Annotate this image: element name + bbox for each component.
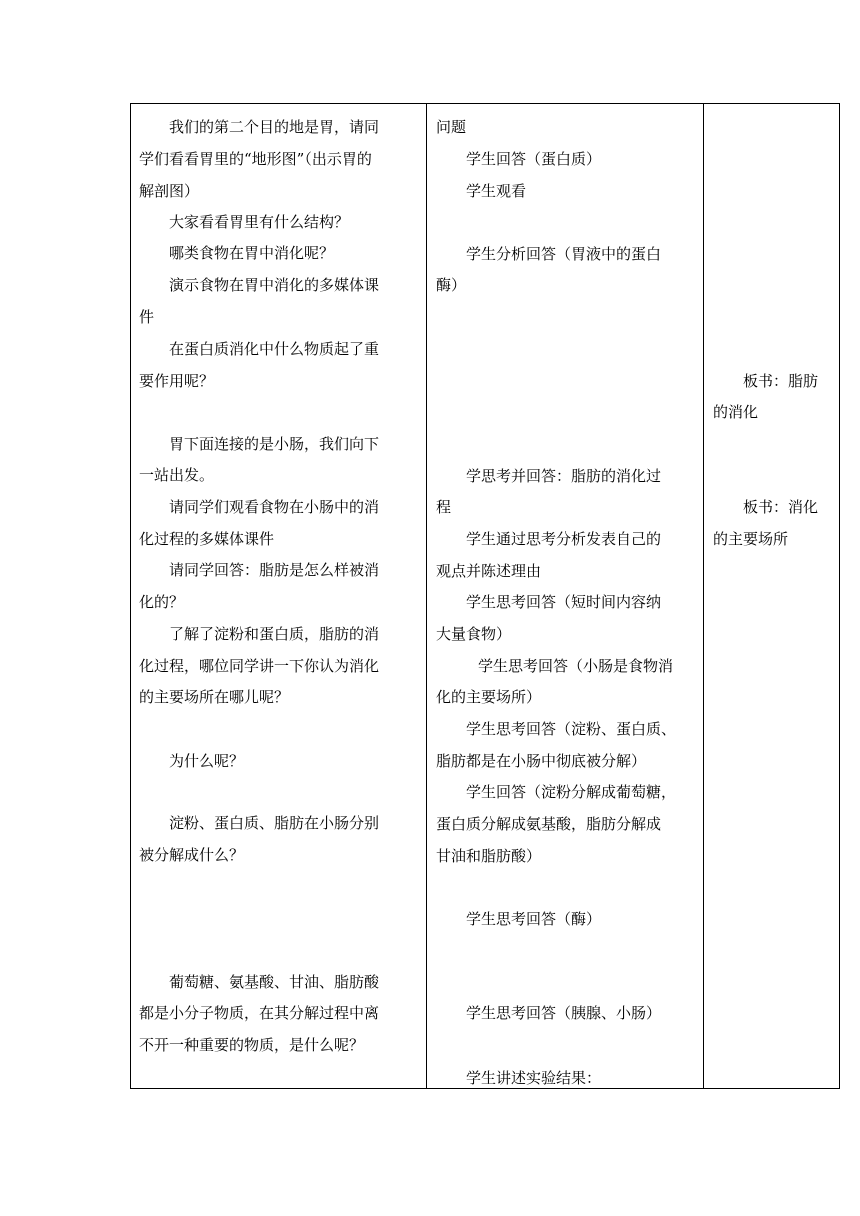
text-line: 学生讲述实验结果： bbox=[466, 1069, 602, 1087]
text-line: 被分解成什么？ bbox=[139, 846, 245, 864]
text-line: 请同学回答：脂肪是怎么样被消 bbox=[169, 561, 380, 579]
text-line: 学生思考回答（小肠是食物消 bbox=[478, 657, 674, 675]
text-line: 板书：消化 bbox=[743, 498, 819, 516]
text-line: 脂肪都是在小肠中彻底被分解） bbox=[436, 752, 647, 770]
text-line: 学生回答（蛋白质） bbox=[466, 150, 602, 168]
text-line: 酶） bbox=[436, 276, 467, 294]
text-line: 哪类食物在胃中消化呢？ bbox=[169, 244, 335, 262]
text-line: 的主要场所 bbox=[713, 530, 789, 548]
text-line: 学思考并回答：脂肪的消化过 bbox=[466, 467, 662, 485]
text-line: 请同学们观看食物在小肠中的消 bbox=[169, 498, 380, 516]
text-line: 的消化 bbox=[713, 403, 759, 421]
teacher-activity-column bbox=[139, 104, 424, 1088]
text-line: 板书：脂肪 bbox=[743, 372, 819, 390]
text-line: 甘油和脂肪酸） bbox=[436, 847, 542, 865]
text-line: 学们看看胃里的“地形图”（出示胃的 bbox=[139, 150, 372, 168]
text-line: 化过程，哪位同学讲一下你认为消化 bbox=[139, 657, 380, 675]
lesson-table bbox=[130, 103, 840, 1089]
blackboard-notes-column bbox=[713, 104, 837, 1088]
text-line: 我们的第二个目的地是胃，请同 bbox=[169, 118, 380, 136]
text-line: 学生思考回答（酶） bbox=[466, 910, 602, 928]
column-divider bbox=[703, 104, 704, 1088]
text-line: 一站出发。 bbox=[139, 466, 215, 484]
text-line: 都是小分子物质，在其分解过程中离 bbox=[139, 1004, 380, 1022]
text-line: 问题 bbox=[436, 118, 467, 136]
text-line: 在蛋白质消化中什么物质起了重 bbox=[169, 340, 380, 358]
text-line: 学生思考回答（短时间内容纳 bbox=[466, 593, 662, 611]
text-line: 化的主要场所） bbox=[436, 688, 542, 706]
text-line: 学生思考回答（淀粉、蛋白质、 bbox=[466, 720, 677, 738]
text-line: 学生通过思考分析发表自己的 bbox=[466, 530, 662, 548]
text-line: 胃下面连接的是小肠，我们向下 bbox=[169, 435, 380, 453]
text-line: 解剖图） bbox=[139, 182, 200, 200]
text-line: 的主要场所在哪儿呢？ bbox=[139, 688, 290, 706]
text-line: 不开一种重要的物质，是什么呢？ bbox=[139, 1036, 365, 1054]
text-line: 化过程的多媒体课件 bbox=[139, 530, 275, 548]
text-line: 淀粉、蛋白质、脂肪在小肠分别 bbox=[169, 814, 380, 832]
text-line: 大家看看胃里有什么结构？ bbox=[169, 213, 350, 231]
text-line: 了解了淀粉和蛋白质，脂肪的消 bbox=[169, 625, 380, 643]
text-line: 学生分析回答（胃液中的蛋白 bbox=[466, 245, 662, 263]
text-line: 学生观看 bbox=[466, 182, 527, 200]
text-line: 学生回答（淀粉分解成葡萄糖， bbox=[466, 783, 677, 801]
text-line: 程 bbox=[436, 498, 452, 516]
text-line: 大量食物） bbox=[436, 625, 512, 643]
text-line: 葡萄糖、氨基酸、甘油、脂肪酸 bbox=[169, 973, 380, 991]
text-line: 观点并陈述理由 bbox=[436, 562, 542, 580]
text-line: 蛋白质分解成氨基酸，脂肪分解成 bbox=[436, 815, 662, 833]
text-line: 演示食物在胃中消化的多媒体课 bbox=[169, 276, 380, 294]
text-line: 为什么呢？ bbox=[169, 752, 245, 770]
column-divider bbox=[426, 104, 427, 1088]
text-line: 化的？ bbox=[139, 593, 185, 611]
text-line: 要作用呢？ bbox=[139, 372, 215, 390]
text-line: 件 bbox=[139, 308, 155, 326]
text-line: 学生思考回答（胰腺、小肠） bbox=[466, 1004, 662, 1022]
student-activity-column bbox=[436, 104, 698, 1088]
